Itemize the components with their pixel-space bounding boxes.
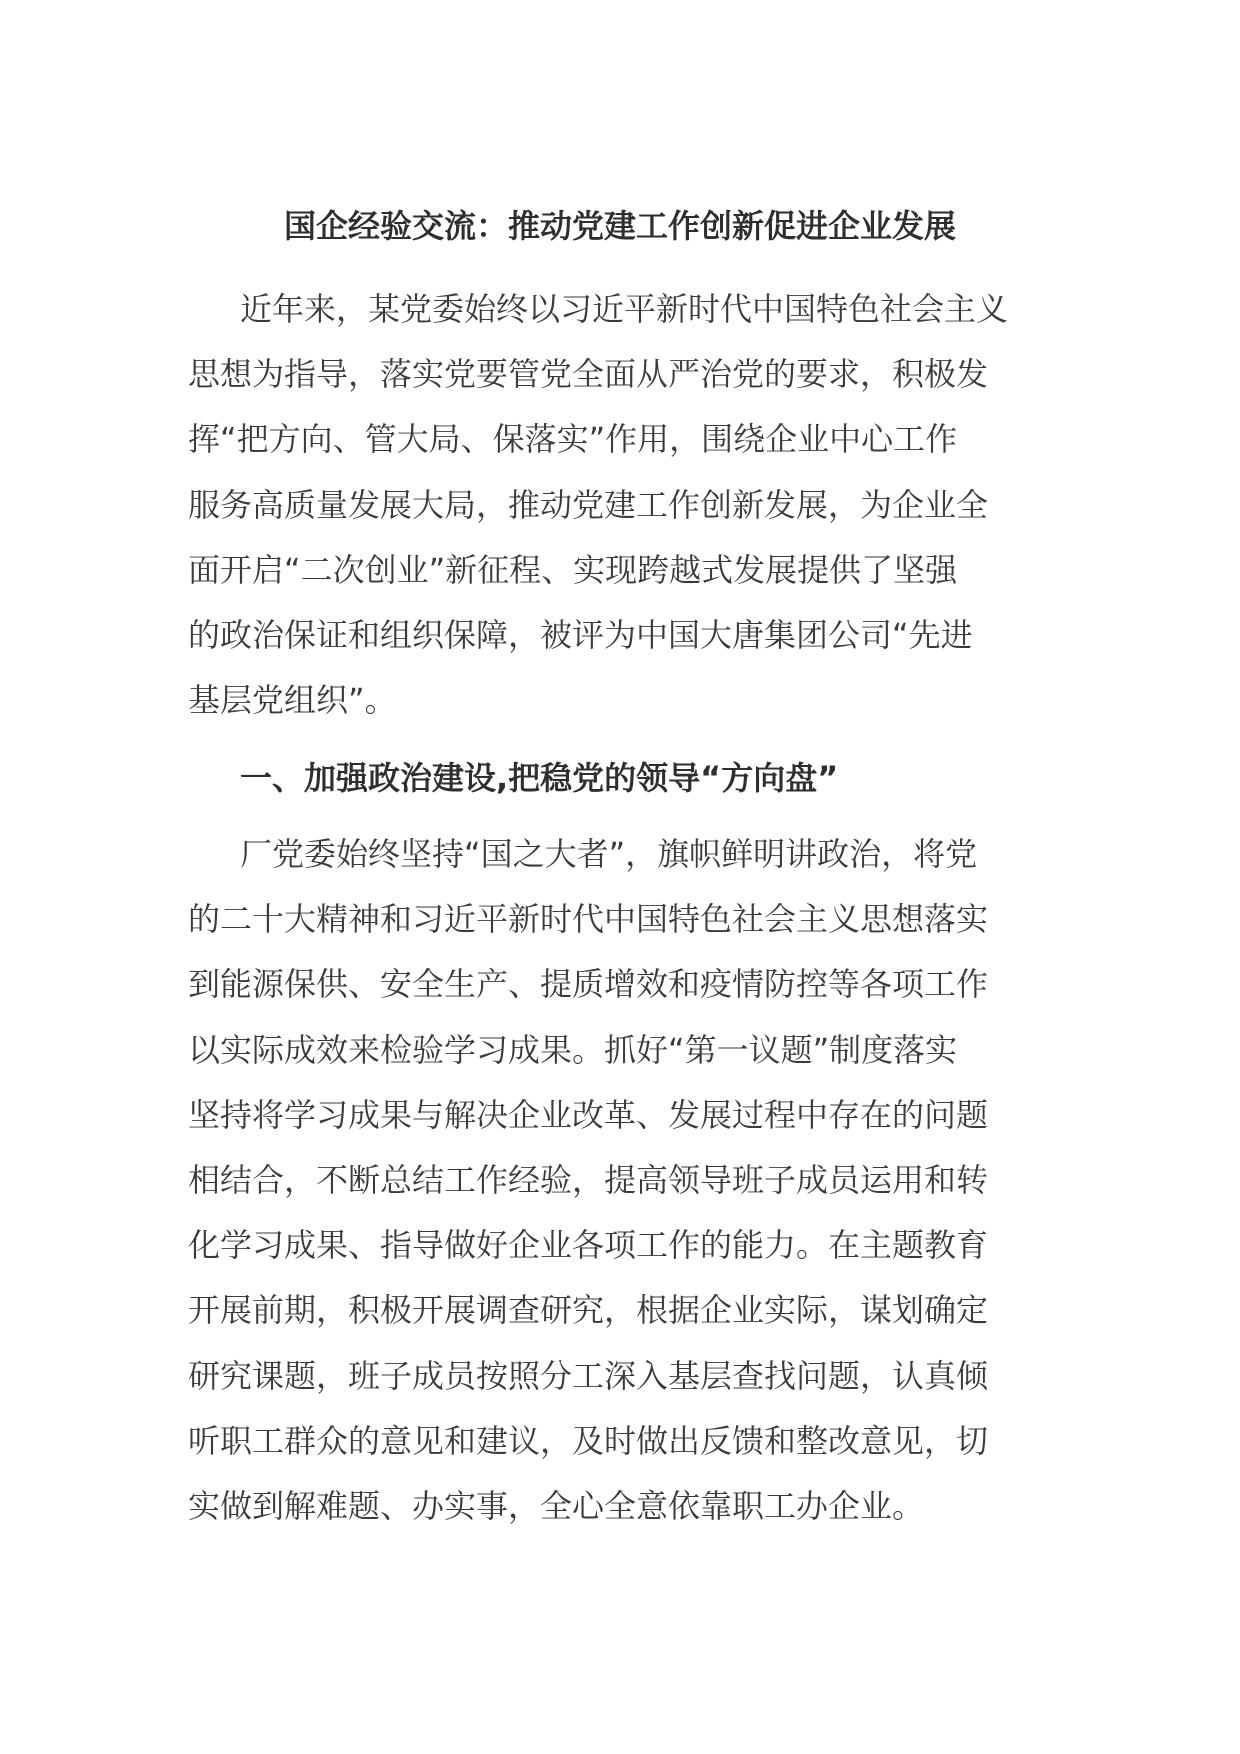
paragraph-line: 近年来，某党委始终以习近平新时代中国特色社会主义 [240, 290, 1009, 328]
paragraph-line: 化学习成果、指导做好企业各项工作的能力。在主题教育 [188, 1226, 989, 1265]
paragraph-line: 坚持将学习成果与解决企业改革、发展过程中存在的问题 [188, 1095, 989, 1134]
paragraph-line: 开展前期，积极开展调查研究，根据企业实际，谋划确定 [188, 1291, 989, 1330]
section-heading: 一、加强政治建设,把稳党的领导“方向盘” [240, 759, 839, 797]
paragraph-line: 以实际成效来检验学习成果。抓好“第一议题”制度落实 [188, 1030, 958, 1069]
intro-paragraph [188, 277, 1054, 733]
section-paragraph [188, 822, 1054, 1539]
paragraph-line: 实做到解难题、办实事，全心全意依靠职工办企业。 [188, 1486, 925, 1525]
paragraph-line: 听职工群众的意见和建议，及时做出反馈和整改意见，切 [188, 1421, 989, 1460]
paragraph-line: 挥“把方向、管大局、保落实”作用，围绕企业中心工作 [188, 420, 958, 459]
paragraph-line: 思想为指导，落实党要管党全面从严治党的要求，积极发 [188, 355, 989, 394]
paragraph-line: 研究课题，班子成员按照分工深入基层查找问题，认真倾 [188, 1356, 989, 1395]
document-title: 国企经验交流：推动党建工作创新促进企业发展 [283, 207, 956, 245]
paragraph-line: 基层党组织”。 [188, 681, 397, 720]
paragraph-line: 的二十大精神和习近平新时代中国特色社会主义思想落实 [188, 900, 989, 939]
paragraph-line: 的政治保证和组织保障，被评为中国大唐集团公司“先进 [188, 615, 973, 654]
paragraph-line: 相结合，不断总结工作经验，提高领导班子成员运用和转 [188, 1160, 989, 1199]
paragraph-line: 到能源保供、安全生产、提质增效和疫情防控等各项工作 [188, 965, 989, 1004]
paragraph-line: 服务高质量发展大局，推动党建工作创新发展，为企业全 [188, 485, 989, 524]
paragraph-line: 面开启“二次创业”新征程、实现跨越式发展提供了坚强 [188, 550, 958, 589]
paragraph-line: 厂党委始终坚持“国之大者”，旗帜鲜明讲政治，将党 [240, 835, 978, 873]
